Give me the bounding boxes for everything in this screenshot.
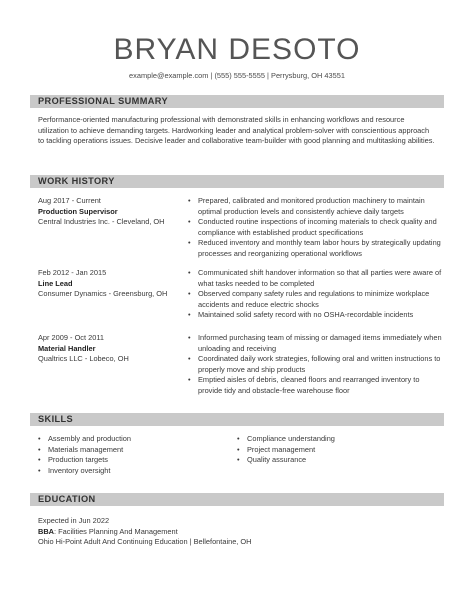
list-item: • Prepared, calibrated and monitored production machinery to maintain optimal production levels and consistently achieve daily targets (188, 196, 444, 217)
skill-item: • Compliance understanding (237, 434, 437, 445)
contact-info: example@example.com | (555) 555-5555 | Perrysburg, OH 43551 (129, 71, 345, 80)
skill-item: • Quality assurance (237, 455, 437, 466)
list-item: • Maintained solid safety record with no OSHA-recordable incidents (188, 310, 444, 321)
list-item: • Emptied aisles of debris, cleaned floors and rearranged inventory to provide tidy and obstacle-free warehouse floor (188, 375, 444, 396)
section-header-work-history (30, 175, 444, 188)
job-1-info (38, 196, 198, 228)
education-degree-line (38, 527, 436, 538)
skill-item: • Project management (237, 445, 437, 456)
job-company: Consumer Dynamics - Greensburg, OH (38, 289, 168, 298)
summary-text: Performance-oriented manufacturing professional with demonstrated skills in enhancing workflows and resource utilization to achieve demanding targets. Hardworking leader and analytical problem-solver with conscientious approach to tackling operations issues. Decisive leader and collaborative team-builder with good planning and multitasking abilities. (38, 115, 435, 145)
skills-list-right (237, 434, 437, 466)
skill-item: • Assembly and production (38, 434, 228, 445)
job-title: Material Handler (38, 343, 96, 353)
list-item: • Observed company safety rules and regulations to minimize workplace accidents and reduce electric shocks (188, 289, 444, 310)
section-title-summary: PROFESSIONAL SUMMARY (38, 96, 168, 106)
list-item: • Coordinated daily work strategies, following oral and written instructions to properly move and ship products (188, 354, 444, 375)
job-company: Central Industries Inc. - Cleveland, OH (38, 217, 165, 226)
list-item: • Reduced inventory and monthly team labor hours by strategically updating processes and reorganizing operational workflows (188, 238, 444, 259)
section-title-education: EDUCATION (38, 494, 96, 504)
job-1-bullets (188, 196, 444, 259)
skill-item: • Production targets (38, 455, 228, 466)
job-title: Line Lead (38, 278, 73, 288)
skill-item: • Inventory oversight (38, 466, 228, 477)
section-header-summary (30, 95, 444, 108)
education-degree: BBA (38, 526, 55, 536)
section-header-education (30, 493, 444, 506)
list-item: • Communicated shift handover information so that all parties were aware of what tasks needed to be completed (188, 268, 444, 289)
job-2-bullets (188, 268, 444, 321)
skills-list-left (38, 434, 228, 476)
education-school: Ohio Hi-Point Adult And Continuing Education | Bellefontaine, OH (38, 537, 252, 546)
skill-item: • Materials management (38, 445, 228, 456)
job-2-info (38, 268, 198, 300)
job-3-info (38, 333, 198, 365)
education-field: : Facilities Planning And Management (54, 526, 178, 536)
section-title-skills: SKILLS (38, 414, 74, 424)
job-3-bullets (188, 333, 444, 396)
list-item: • Conducted routine inspections of incoming materials to check quality and compliance with established product specifications (188, 217, 444, 238)
job-dates: Aug 2017 - Current (38, 196, 101, 205)
section-title-work-history: WORK HISTORY (38, 176, 115, 186)
resume-name: BRYAN DESOTO (113, 33, 361, 66)
education-date: Expected in Jun 2022 (38, 516, 110, 525)
section-header-skills (30, 413, 444, 426)
list-item: • Informed purchasing team of missing or damaged items immediately when unloading and receiving (188, 333, 444, 354)
job-dates: Apr 2009 - Oct 2011 (38, 333, 105, 342)
job-dates: Feb 2012 - Jan 2015 (38, 268, 107, 277)
job-company: Qualtrics LLC - Lobeco, OH (38, 354, 129, 363)
job-title: Production Supervisor (38, 206, 118, 216)
education-entry (38, 516, 436, 548)
